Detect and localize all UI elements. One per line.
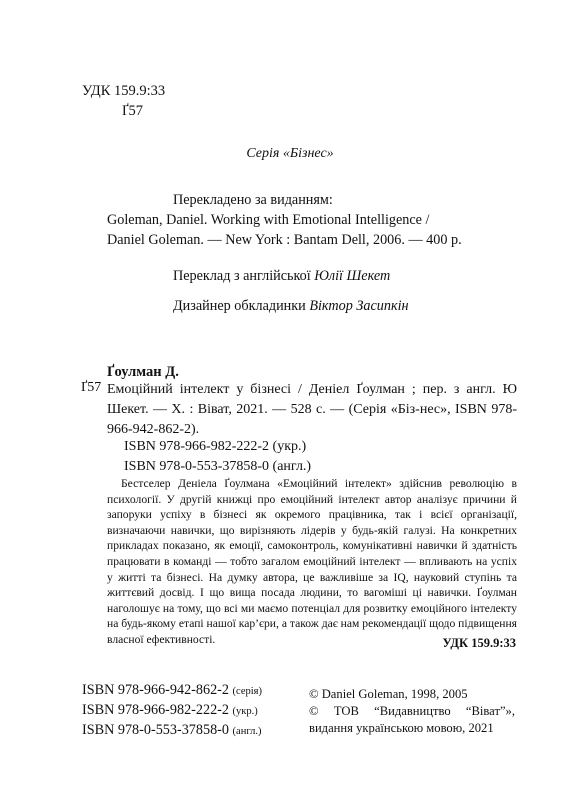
- udk-code: УДК 159.9:33: [82, 83, 166, 99]
- translation-prefix: Переклад з англійської: [173, 268, 315, 284]
- original-edition: [107, 190, 517, 250]
- series-title: Серія «Бізнес»: [246, 146, 334, 161]
- udk-footer: УДК 159.9:33: [442, 636, 516, 650]
- bib-isbn-ukr: ISBN 978-966-982-222-2 (укр.): [124, 439, 307, 454]
- isbn-series: [82, 681, 262, 701]
- isbn-eng-note: (англ.): [232, 726, 262, 737]
- isbn-ukr-number: ISBN 978-966-982-222-2: [82, 702, 229, 718]
- translator-name: Юлії Шекет: [314, 268, 391, 284]
- isbn-footer: [82, 681, 262, 741]
- isbn-series-number: ISBN 978-966-942-862-2: [82, 682, 229, 698]
- bib-isbn-list: [124, 437, 311, 477]
- bib-author-code: Ґ57: [81, 380, 102, 395]
- copyright: [309, 686, 515, 737]
- isbn-ukr: [82, 701, 262, 721]
- isbn-eng-number: ISBN 978-0-553-37858-0: [82, 722, 229, 738]
- copyright-publisher: © ТОВ “Видавництво “Віват”», видання українською мовою, 2021: [309, 704, 515, 735]
- annotation: Бестселер Деніела Ґоулмана «Емоційний інтелект» здійснив революцію в психології. У другій книжці про емоційний інтелект автор аналізує причини й запоруки успіху в бізнесі як окремого працівника, так і всієї організації, визначаючи навички, що вирізняють лідерів у будь-якій галузі. На конкретних прикладах показано, як емоції, самоконтроль, комунікативні навички й здатність працювати в команді — тобто загалом емоційний інтелект — впливають на успіх у житті та бізнесі. На думку автора, це важливіше за IQ, науковий ступінь та життєвий досвід. І що вища посада людини, то вагоміші ці навички. Ґоулман наголошує на тому, що всі ми маємо потенціал для розвитку емоційного інтелекту на будь-якому етапі нашої кар’єри, а також дає нам рекомендації щодо підвищення власної ефективності.: [107, 477, 517, 646]
- udk-header: [82, 81, 165, 121]
- designer-credit: [173, 298, 409, 315]
- bib-description: Емоційний інтелект у бізнесі / Деніел Ґоулман ; пер. з англ. Ю Шекет. — Х. : Віват, 2021. — 528 с. — (Серія «Біз-нес», ISBN 978-966-942-862-2).: [107, 382, 517, 437]
- author-mark: Ґ57: [122, 103, 144, 119]
- copyright-author: © Daniel Goleman, 1998, 2005: [309, 687, 468, 701]
- bib-isbn-eng: ISBN 978-0-553-37858-0 (англ.): [124, 459, 312, 474]
- edition-line-1: Goleman, Daniel. Working with Emotional Intelligence /: [107, 212, 430, 228]
- designer-prefix: Дизайнер обкладинки: [173, 298, 310, 314]
- isbn-eng: [82, 721, 262, 741]
- edition-line-2: Daniel Goleman. — New York : Bantam Dell, 2006. — 400 p.: [107, 232, 462, 248]
- designer-name: Віктор Засипкін: [309, 298, 409, 314]
- isbn-series-note: (серія): [232, 686, 262, 697]
- translation-credit: [173, 268, 390, 285]
- edition-heading: Перекладено за виданням:: [173, 192, 333, 208]
- bib-author: Ґоулман Д.: [107, 364, 179, 380]
- isbn-ukr-note: (укр.): [232, 706, 258, 717]
